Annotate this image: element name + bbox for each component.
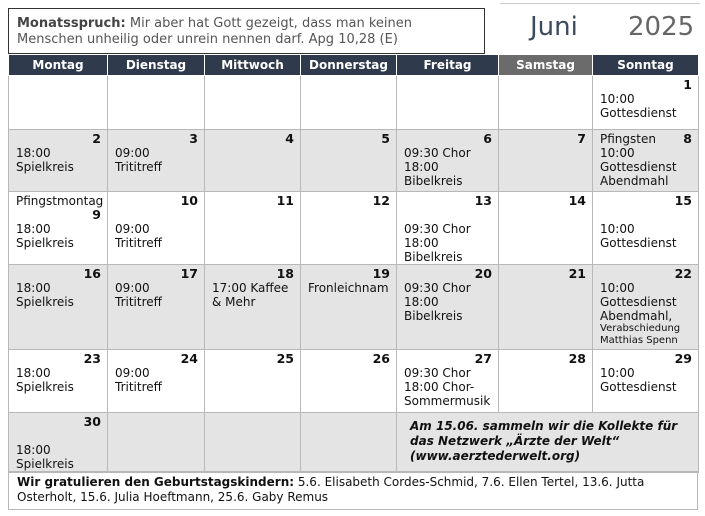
weekday-header: Freitag	[397, 55, 499, 76]
day-cell	[397, 76, 499, 130]
event-line: & Mehr	[212, 295, 256, 309]
day-number: 23	[83, 351, 101, 366]
event-line: Spielkreis	[16, 160, 74, 174]
event-line: Spielkreis	[16, 457, 74, 471]
event-line: 10:00	[600, 146, 635, 160]
day-cell	[593, 265, 699, 350]
day-number: 9	[92, 207, 101, 222]
event-line: Bibelkreis	[404, 174, 463, 188]
event-line	[16, 429, 101, 443]
event-line: Sommermusik	[404, 394, 491, 408]
day-cell	[593, 130, 699, 192]
event-line	[600, 78, 692, 92]
day-number: 14	[568, 193, 586, 208]
week-row	[9, 350, 699, 413]
day-cell	[301, 265, 397, 350]
day-cell	[108, 130, 205, 192]
day-cell	[499, 76, 593, 130]
event-line: Fronleichnam	[308, 281, 389, 295]
day-cell	[9, 130, 108, 192]
collection-note-cell	[397, 413, 699, 473]
event-line: Gottesdienst	[600, 106, 677, 120]
day-cell	[499, 350, 593, 413]
event-line: 18:00	[16, 443, 51, 457]
day-cell	[205, 76, 301, 130]
day-cell	[205, 265, 301, 350]
event-line: 18:00	[16, 222, 51, 236]
weekday-header: Dienstag	[108, 55, 205, 76]
event-line: 18:00	[404, 295, 439, 309]
weekday-header: Samstag	[499, 55, 593, 76]
event-line: 10:00	[600, 222, 635, 236]
day-cell	[593, 192, 699, 265]
day-number: 20	[474, 266, 492, 281]
day-number: 13	[474, 193, 492, 208]
day-number: 4	[285, 131, 294, 146]
event-line: Bibelkreis	[404, 309, 463, 323]
day-cell	[9, 413, 108, 473]
event-line: Abendmahl	[600, 174, 669, 188]
event-line	[404, 132, 492, 146]
weekday-header: Mittwoch	[205, 55, 301, 76]
day-number: 30	[83, 414, 101, 429]
event-line: Spielkreis	[16, 236, 74, 250]
event-line: 17:00 Kaffee	[212, 281, 289, 295]
weekday-header-row	[9, 55, 699, 76]
day-cell	[301, 413, 397, 473]
day-number: 29	[674, 351, 692, 366]
day-cell	[108, 192, 205, 265]
day-cell	[301, 76, 397, 130]
event-line: 09:00	[115, 222, 150, 236]
day-cell	[301, 130, 397, 192]
day-number: 3	[189, 131, 198, 146]
day-cell	[108, 350, 205, 413]
event-line: 09:30 Chor	[404, 281, 471, 295]
day-cell	[593, 76, 699, 130]
event-line: Trititreff	[115, 236, 162, 250]
event-line: Trititreff	[115, 295, 162, 309]
event-line: 09:00	[115, 366, 150, 380]
event-line: 18:00	[404, 160, 439, 174]
day-number: 17	[180, 266, 198, 281]
event-line: Gottesdienst	[600, 380, 677, 394]
event-line: 09:30 Chor	[404, 146, 471, 160]
event-line: 09:30 Chor	[404, 366, 471, 380]
top-rule	[500, 3, 700, 4]
event-line: Spielkreis	[16, 295, 74, 309]
week-row	[9, 130, 699, 192]
day-number: 24	[180, 351, 198, 366]
event-line: 09:30 Chor	[404, 222, 471, 236]
day-cell	[205, 413, 301, 473]
day-number: 2	[92, 131, 101, 146]
week-row	[9, 76, 699, 130]
day-cell	[397, 130, 499, 192]
weekday-header: Montag	[9, 55, 108, 76]
day-number: 26	[372, 351, 390, 366]
day-cell	[397, 265, 499, 350]
event-line: 09:00	[115, 281, 150, 295]
holiday-label: Pfingsten	[600, 132, 656, 146]
day-cell	[9, 192, 108, 265]
birthday-box	[8, 471, 698, 510]
event-line	[16, 132, 101, 146]
event-line	[115, 132, 198, 146]
month-title: Juni	[530, 12, 578, 42]
calendar-table	[8, 54, 699, 473]
day-cell	[205, 350, 301, 413]
day-cell	[593, 350, 699, 413]
day-number: 21	[568, 266, 586, 281]
day-number: 11	[276, 193, 294, 208]
event-line: 18:00	[404, 236, 439, 250]
day-cell	[499, 130, 593, 192]
year-title: 2025	[628, 12, 695, 42]
day-cell	[9, 350, 108, 413]
collection-note: Am 15.06. sammeln wir die Kollekte für das Netzwerk „Ärzte der Welt“ (www.aerztederwelt.org)	[410, 419, 678, 463]
day-number: 12	[372, 193, 390, 208]
event-line-small: Verabschiedung	[600, 323, 681, 334]
day-cell	[301, 350, 397, 413]
day-cell	[205, 192, 301, 265]
day-number: 27	[474, 351, 492, 366]
weekday-header: Sonntag	[593, 55, 699, 76]
day-cell	[499, 265, 593, 350]
event-line: 18:00	[16, 366, 51, 380]
event-line-small: Matthias Spenn	[600, 335, 678, 346]
event-line: 18:00	[16, 146, 51, 160]
monthly-verse-text: Mir aber hat Gott gezeigt, dass man keinen Menschen unheilig oder unrein nennen darf. Apg 10,28 (E)	[17, 16, 412, 47]
day-cell	[9, 76, 108, 130]
day-cell	[205, 130, 301, 192]
event-line: 18:00	[16, 281, 51, 295]
day-number: 5	[381, 131, 390, 146]
monthly-verse-label: Monatsspruch:	[17, 16, 126, 31]
event-line: 10:00	[600, 281, 635, 295]
day-number: 22	[674, 266, 692, 281]
weekday-header: Donnerstag	[301, 55, 397, 76]
day-number: 8	[683, 131, 692, 146]
day-cell	[397, 192, 499, 265]
event-line	[404, 208, 492, 222]
day-number: 25	[276, 351, 294, 366]
day-cell	[108, 413, 205, 473]
day-cell	[301, 192, 397, 265]
week-row	[9, 413, 699, 473]
monthly-verse-box	[8, 8, 485, 54]
birthday-text: 5.6. Elisabeth Cordes-Schmid, 7.6. Ellen Tertel, 13.6. Jutta Osterholt, 15.6. Julia Hoeftmann, 25.6. Gaby Remus	[17, 475, 645, 504]
event-line: 09:00	[115, 146, 150, 160]
day-number: 7	[577, 131, 586, 146]
event-line: Gottesdienst	[600, 295, 677, 309]
event-line	[115, 208, 198, 222]
event-line: 10:00	[600, 92, 635, 106]
event-line: Trititreff	[115, 160, 162, 174]
day-number: 19	[372, 266, 390, 281]
event-line: Gottesdienst	[600, 236, 677, 250]
week-row	[9, 192, 699, 265]
event-line: Abendmahl,	[600, 309, 673, 323]
event-line: 18:00 Chor-	[404, 380, 475, 394]
holiday-label: Pfingstmontag	[16, 194, 104, 208]
day-number: 28	[568, 351, 586, 366]
day-number: 15	[674, 193, 692, 208]
day-cell	[108, 76, 205, 130]
day-cell	[108, 265, 205, 350]
event-line: 10:00	[600, 366, 635, 380]
event-line	[600, 208, 692, 222]
event-line: Bibelkreis	[404, 250, 463, 264]
birthday-label: Wir gratulieren den Geburtstagskindern:	[17, 475, 295, 489]
day-cell	[9, 265, 108, 350]
event-line: Trititreff	[115, 380, 162, 394]
day-number: 18	[276, 266, 294, 281]
day-number: 10	[180, 193, 198, 208]
week-row	[9, 265, 699, 350]
event-line: Gottesdienst	[600, 160, 677, 174]
event-line: Spielkreis	[16, 380, 74, 394]
day-number: 16	[83, 266, 101, 281]
day-number: 1	[683, 77, 692, 92]
day-number: 6	[483, 131, 492, 146]
day-cell	[397, 350, 499, 413]
day-cell	[499, 192, 593, 265]
